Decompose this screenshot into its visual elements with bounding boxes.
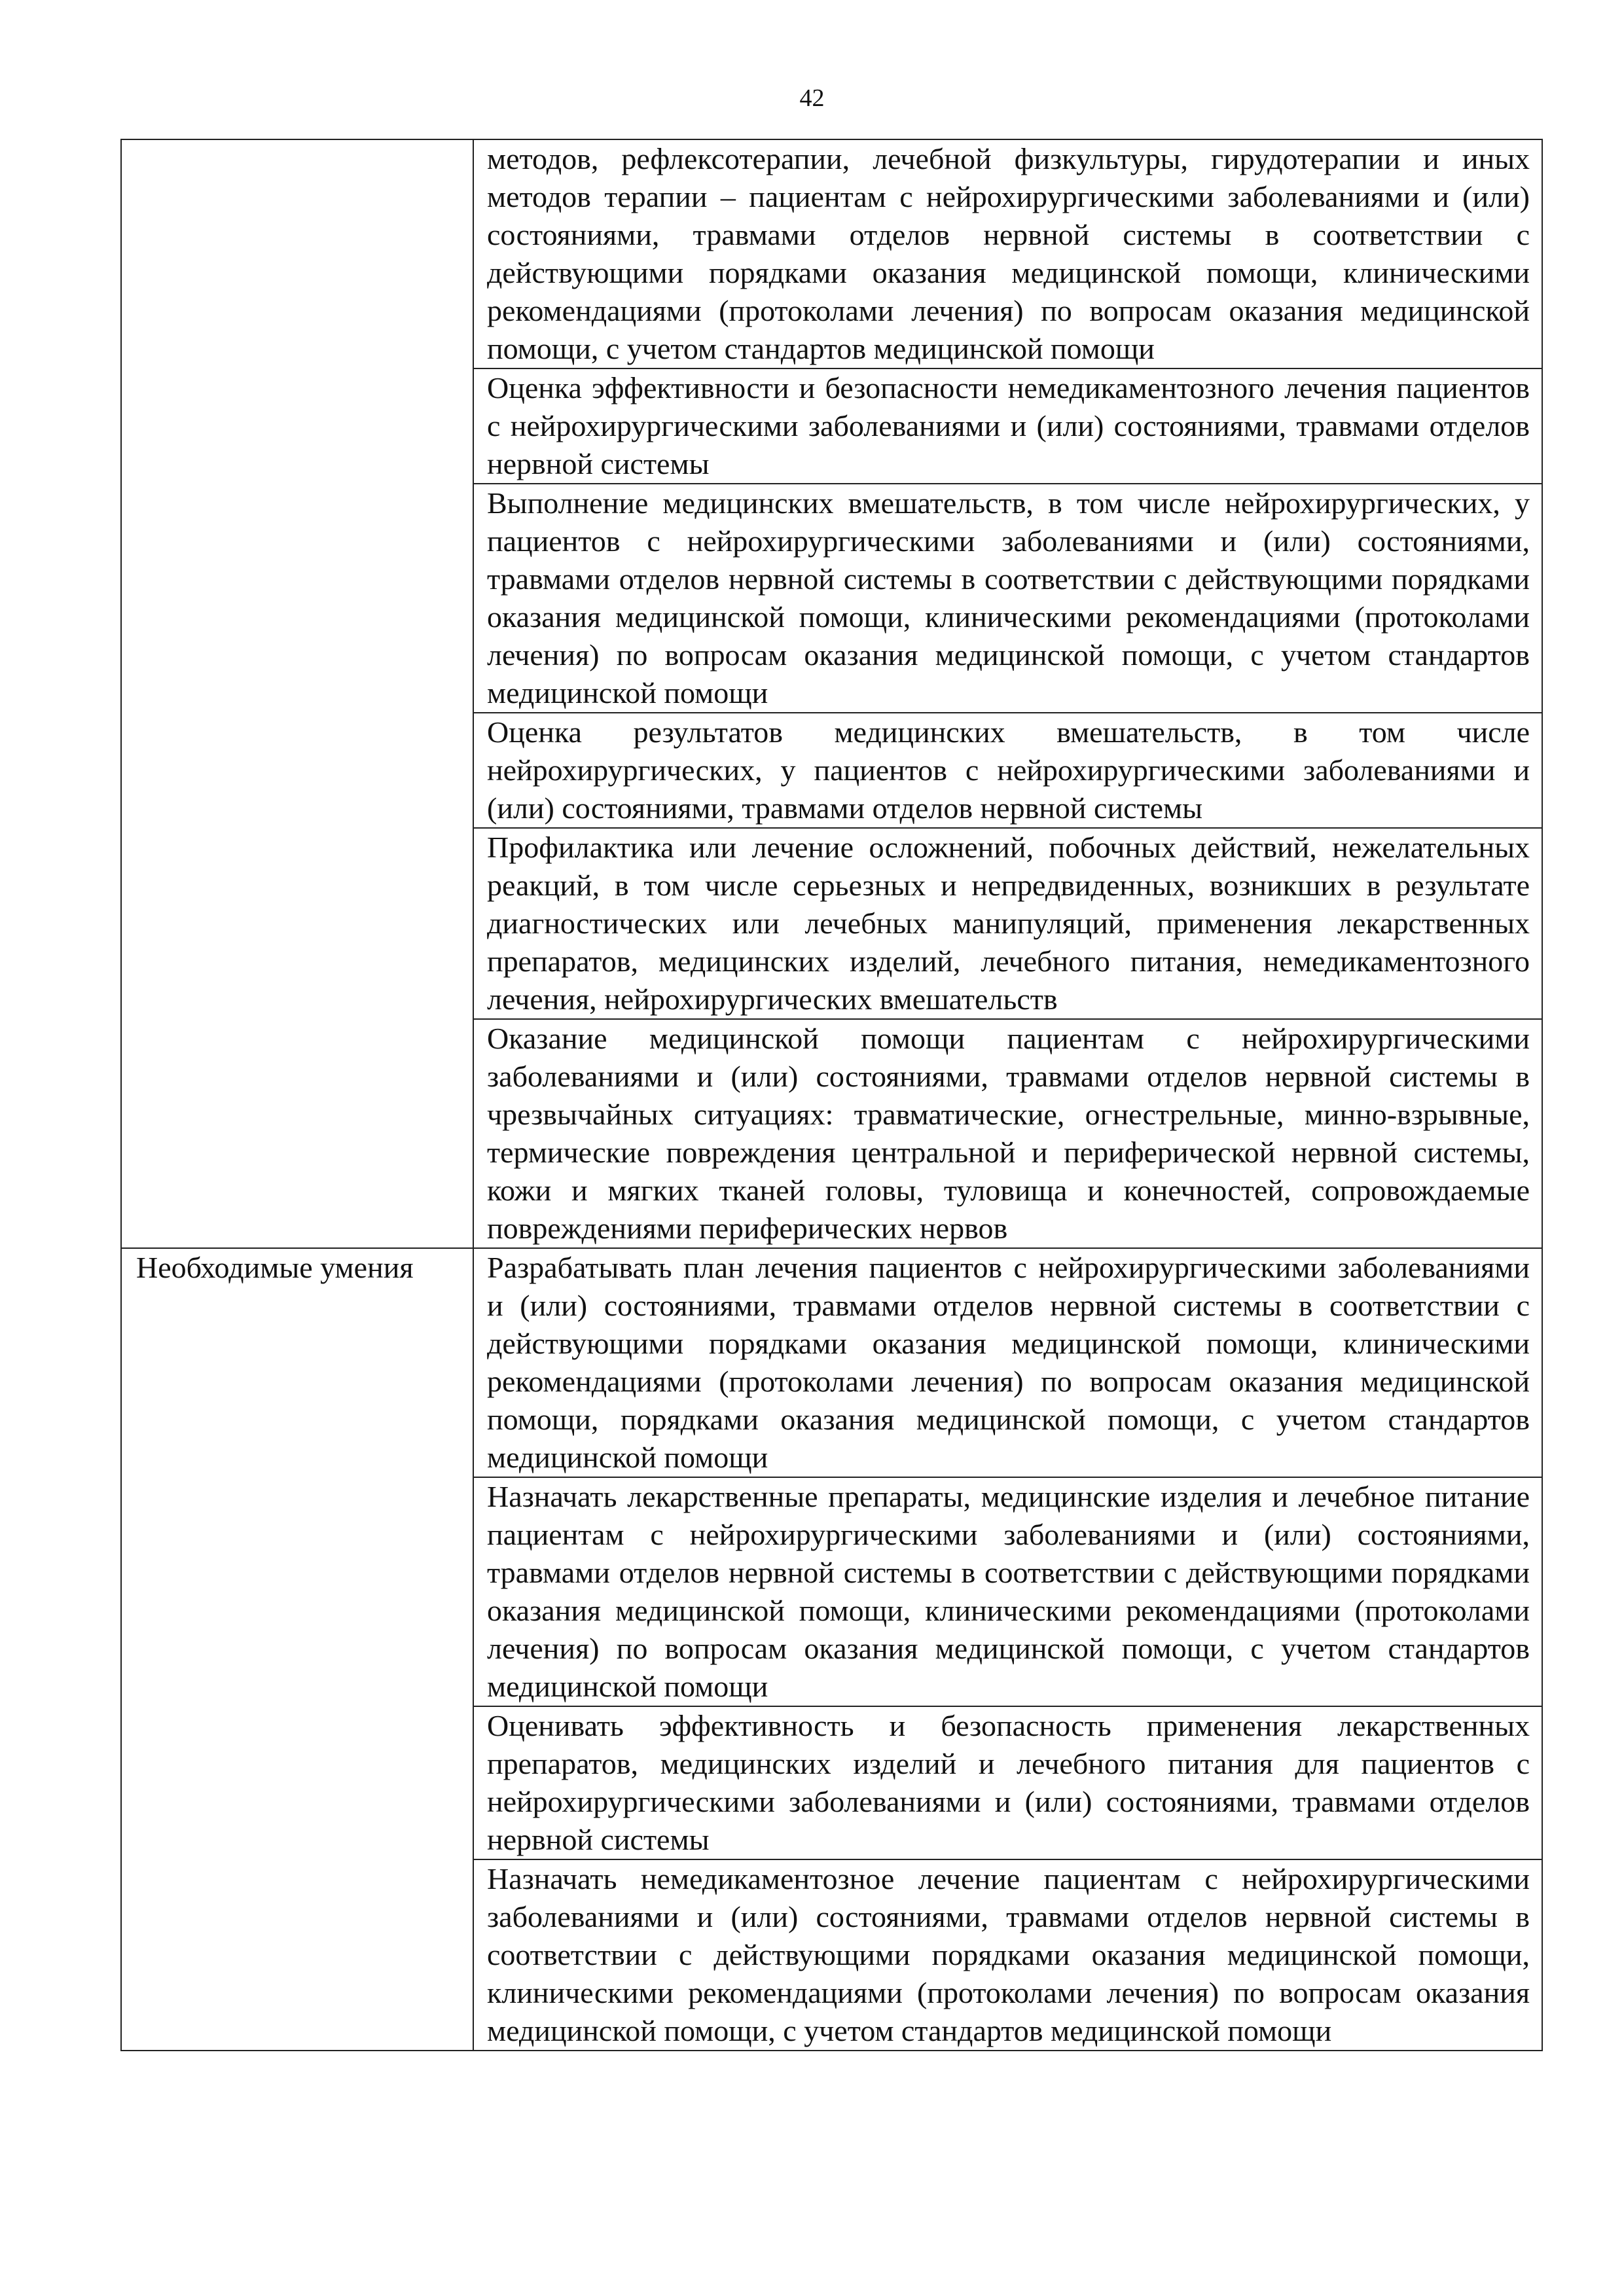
table-cell: методов, рефлексотерапии, лечебной физкультуры, гирудотерапии и иных методов терапии – пациентам с нейрохирургическими заболеваниями и (или) состояниями, травмами отделов нервной системы в соответствии с действующими порядками оказания медицинской помощи, клиническими рекомендациями (протоколами лечения) по вопросам оказания медицинской помощи, с учетом стандартов медицинской помощи [473,139,1542,368]
competency-table [120,139,1543,2051]
table-cell: Оценка эффективности и безопасности немедикаментозного лечения пациентов с нейрохирургическими заболеваниями и (или) состояниями, травмами отделов нервной системы [473,368,1542,484]
table-cell: Оценивать эффективность и безопасность применения лекарственных препаратов, медицинских изделий и лечебного питания для пациентов с нейрохирургическими заболеваниями и (или) состояниями, травмами отделов нервной системы [473,1706,1542,1859]
table-cell: Оценка результатов медицинских вмешательств, в том числе нейрохирургических, у пациентов с нейрохирургическими заболеваниями и (или) состояниями, травмами отделов нервной системы [473,713,1542,828]
section-label [121,139,473,1248]
table-cell: Назначать немедикаментозное лечение пациентам с нейрохирургическими заболеваниями и (или) состояниями, травмами отделов нервной системы в соответствии с действующими порядками оказания медицинской помощи, клиническими рекомендациями (протоколами лечения) по вопросам оказания медицинской помощи, с учетом стандартов медицинской помощи [473,1859,1542,2051]
table-cell: Назначать лекарственные препараты, медицинские изделия и лечебное питание пациентам с нейрохирургическими заболеваниями и (или) состояниями, травмами отделов нервной системы в соответствии с действующими порядками оказания медицинской помощи, клиническими рекомендациями (протоколами лечения) по вопросам оказания медицинской помощи, с учетом стандартов медицинской помощи [473,1477,1542,1706]
table-row [121,139,1542,368]
table-cell: Разрабатывать план лечения пациентов с нейрохирургическими заболеваниями и (или) состояниями, травмами отделов нервной системы в соответствии с действующими порядками оказания медицинской помощи, клиническими рекомендациями (протоколами лечения) по вопросам оказания медицинской помощи, порядками оказания медицинской помощи, с учетом стандартов медицинской помощи [473,1248,1542,1477]
table-cell: Оказание медицинской помощи пациентам с нейрохирургическими заболеваниями и (или) состояниями, травмами отделов нервной системы в чрезвычайных ситуациях: травматические, огнестрельные, минно-взрывные, термические повреждения центральной и периферической нервной системы, кожи и мягких тканей головы, туловища и конечностей, сопровождаемые повреждениями периферических нервов [473,1019,1542,1248]
table-cell: Профилактика или лечение осложнений, побочных действий, нежелательных реакций, в том числе серьезных и непредвиденных, возникших в результате диагностических или лечебных манипуляций, применения лекарственных препаратов, медицинских изделий, лечебного питания, немедикаментозного лечения, нейрохирургических вмешательств [473,828,1542,1019]
page-number: 42 [799,84,825,112]
section-label-required-skills: Необходимые умения [121,1248,473,2051]
table-row [121,1248,1542,1477]
table-cell: Выполнение медицинских вмешательств, в том числе нейрохирургических, у пациентов с нейрохирургическими заболеваниями и (или) состояниями, травмами отделов нервной системы в соответствии с действующими порядками оказания медицинской помощи, клиническими рекомендациями (протоколами лечения) по вопросам оказания медицинской помощи, с учетом стандартов медицинской помощи [473,484,1542,713]
